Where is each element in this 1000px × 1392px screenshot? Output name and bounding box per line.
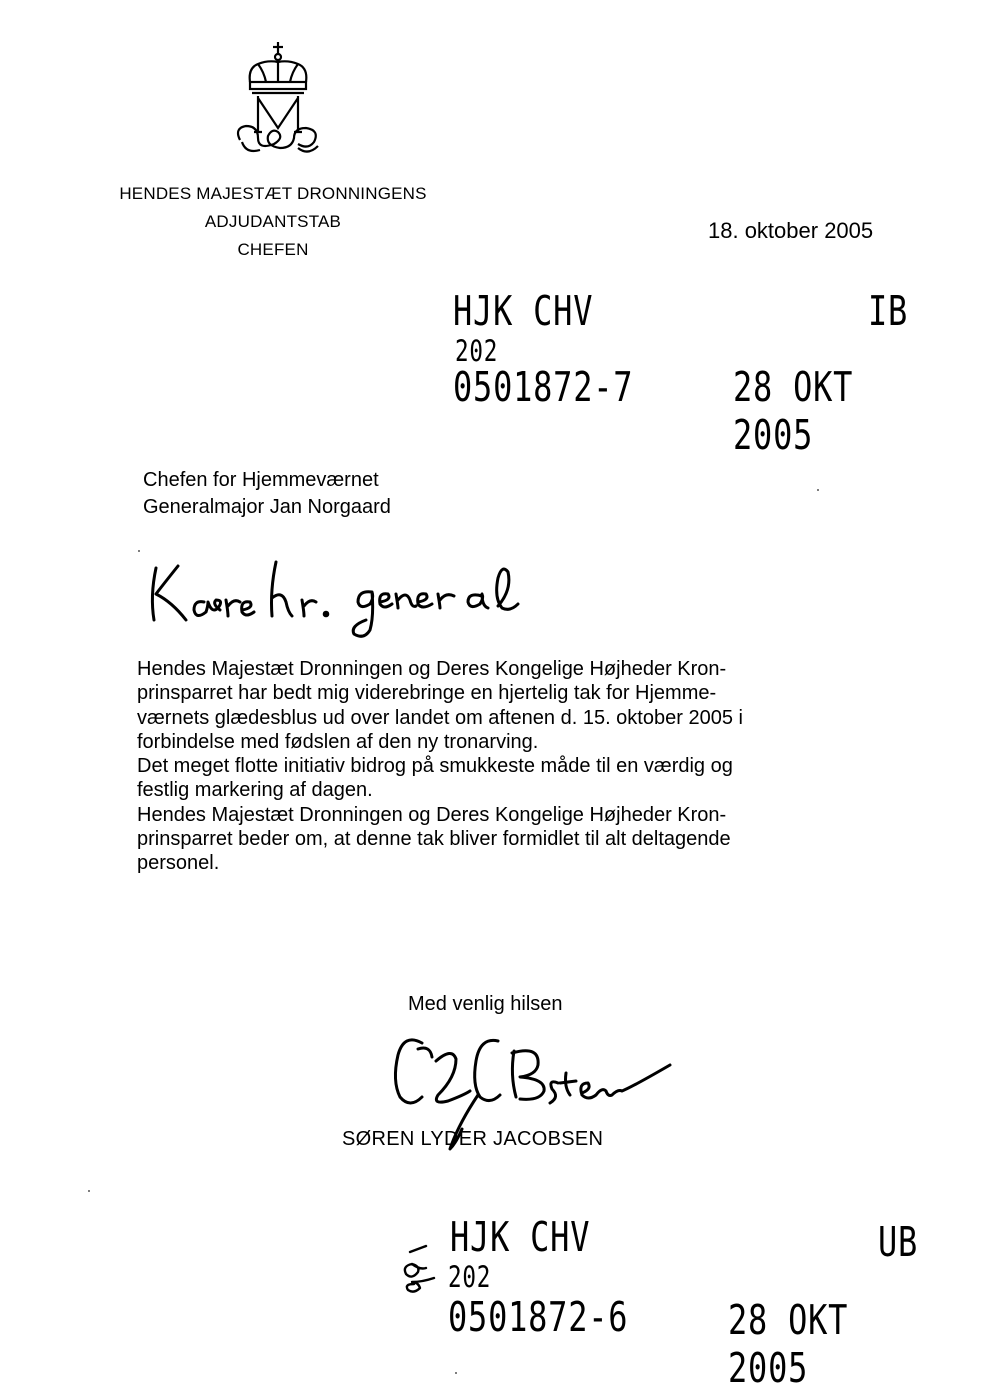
letterhead-line1: HENDES MAJESTÆT DRONNINGENS — [119, 184, 427, 203]
stamp-bottom-ref: 0501872-6 — [448, 1293, 629, 1341]
letterhead-line2: ADJUDANTSTAB — [204, 212, 342, 231]
handwritten-note — [400, 1236, 440, 1296]
stamp-bottom-initials: UB — [878, 1218, 919, 1266]
addressee-line1: Chefen for Hjemmeværnet — [143, 469, 379, 491]
handwritten-salutation — [142, 550, 562, 640]
body-line: Hendes Majestæt Dronningen og Deres Kongelige Højheder Kron- — [137, 803, 727, 826]
addressee — [143, 467, 391, 521]
body-line: prinsparret har bedt mig viderebringe en hjertelig tak for Hjemme- — [137, 682, 717, 705]
body-line: Det meget flotte initiativ bidrog på smukkeste måde til en værdig og — [137, 755, 733, 778]
scan-speck — [88, 1190, 90, 1192]
stamp-bottom-office: HJK CHV — [450, 1213, 591, 1261]
body-line: prinsparret beder om, at denne tak bliver formidlet til alt deltagende — [137, 828, 731, 851]
stamp-top-ref: 0501872-7 — [453, 363, 634, 411]
addressee-line2: Generalmajor Jan Norgaard — [143, 496, 391, 518]
letter-date: 18. oktober 2005 — [708, 218, 874, 243]
stamp-bottom-code: 202 — [448, 1260, 492, 1294]
body-line: forbindelse med fødslen af den ny tronarving. — [137, 730, 539, 753]
stamp-top-code: 202 — [455, 334, 499, 368]
royal-crown-monogram-icon — [228, 40, 328, 160]
body-line: festlig markering af dagen. — [137, 779, 373, 802]
letterhead-line3: CHEFEN — [237, 240, 309, 259]
body-line: værnets glædesblus ud over landet om aftenen d. 15. oktober 2005 i — [137, 706, 743, 729]
letter-body — [137, 657, 877, 876]
stamp-bottom-date: 28 OKT 2005 — [728, 1296, 849, 1392]
closing: Med venlig hilsen — [408, 993, 563, 1015]
scan-speck — [138, 550, 140, 552]
signer-name: SØREN LYDER JACOBSEN — [342, 1128, 604, 1150]
scan-speck — [455, 1372, 457, 1374]
scan-speck — [817, 489, 819, 491]
stamp-top-office: HJK CHV — [453, 287, 594, 335]
stamp-top-initials: IB — [868, 287, 909, 335]
body-line: Hendes Majestæt Dronningen og Deres Kongelige Højheder Kron- — [137, 658, 727, 680]
body-line: personel. — [137, 852, 220, 875]
letterhead — [90, 180, 456, 264]
stamp-top-date: 28 OKT 2005 — [733, 363, 854, 459]
